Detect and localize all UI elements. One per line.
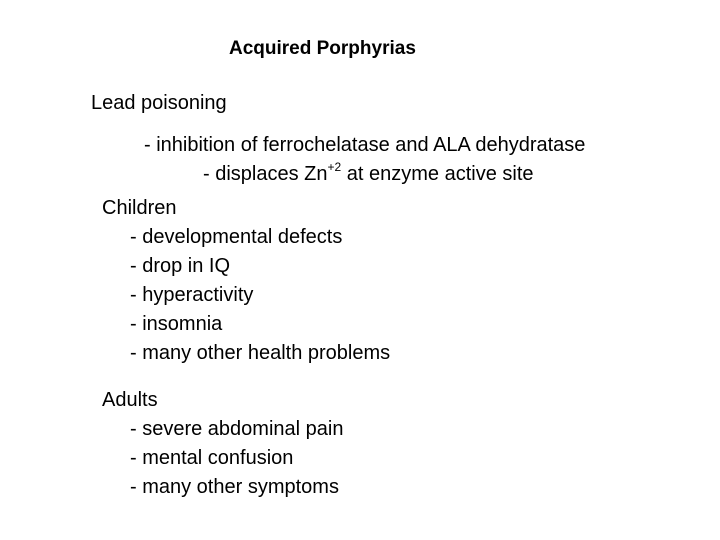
children-item: - drop in IQ bbox=[130, 255, 231, 277]
lead-item-displaces-zn bbox=[203, 162, 534, 186]
lead-item-displaces-zn-suffix: at enzyme active site bbox=[341, 163, 534, 185]
lead-item-inhibition: - inhibition of ferrochelatase and ALA dehydratase bbox=[144, 134, 586, 156]
children-heading: Children bbox=[102, 197, 177, 219]
lead-poisoning-heading: Lead poisoning bbox=[91, 92, 227, 114]
adults-item: - mental confusion bbox=[130, 447, 294, 469]
children-item: - hyperactivity bbox=[130, 284, 254, 306]
lead-item-displaces-zn-prefix: - displaces Zn bbox=[203, 163, 328, 185]
children-item: - many other health problems bbox=[130, 342, 391, 364]
adults-item: - severe abdominal pain bbox=[130, 418, 344, 440]
children-item: - insomnia bbox=[130, 313, 223, 335]
page-title: Acquired Porphyrias bbox=[229, 38, 416, 59]
adults-item: - many other symptoms bbox=[130, 476, 339, 498]
adults-heading: Adults bbox=[102, 389, 158, 411]
children-item: - developmental defects bbox=[130, 226, 343, 248]
zn-charge-superscript: +2 bbox=[327, 160, 342, 175]
